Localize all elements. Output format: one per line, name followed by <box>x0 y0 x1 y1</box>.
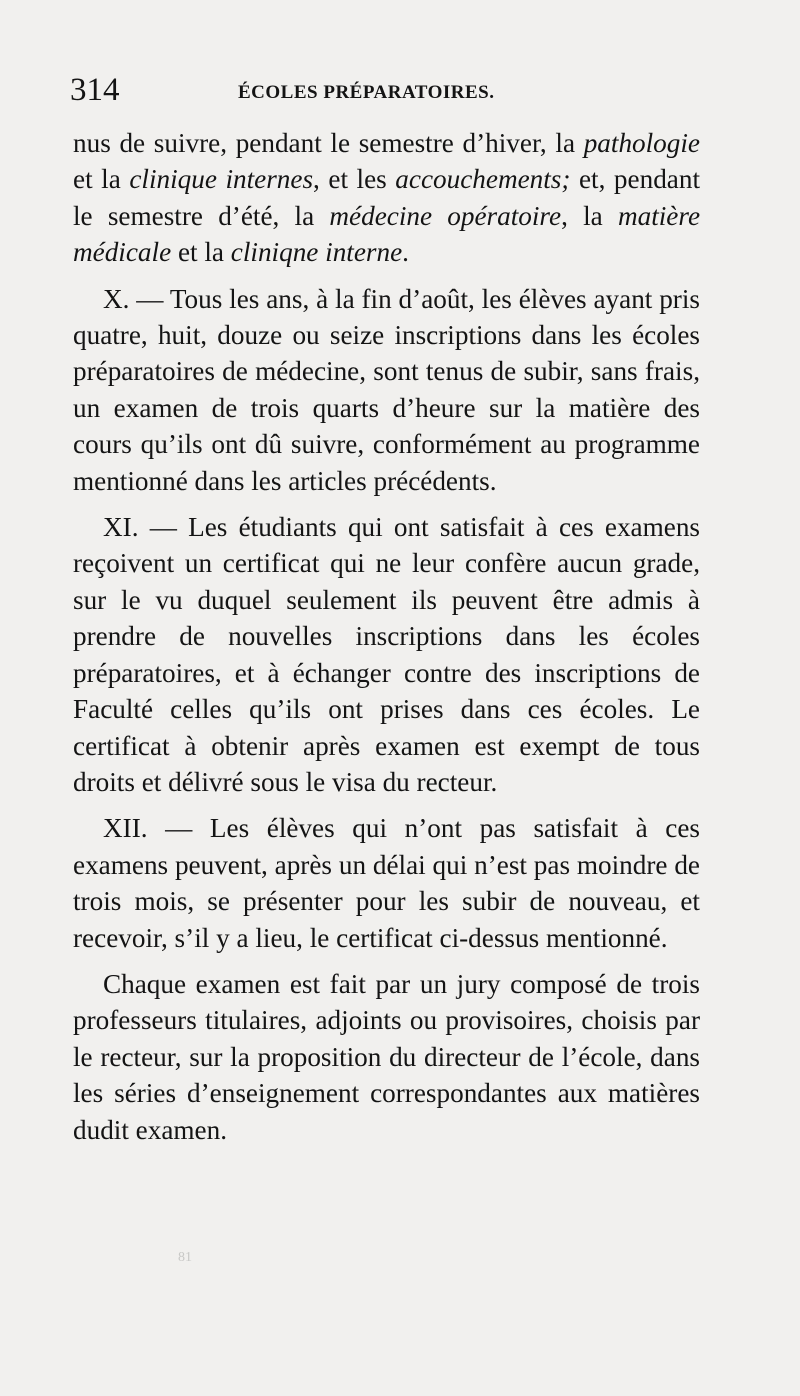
italic-run: accouchements; <box>395 164 571 195</box>
text-run: X. — Tous les ans, à la fin d’août, les élèves ayant pris quatre, huit, douze ou seize inscriptions dans les écoles préparatoires de médecine, sont tenus de subir, sans frais, un examen de trois quarts d’heure sur la matière des cours qu’ils ont dû suivre, conformément au programme mentionné dans les articles précédents. <box>73 283 700 496</box>
text-run: et la <box>73 164 130 195</box>
text-run: , et les <box>313 164 396 195</box>
signature-mark: 81 <box>178 1250 192 1265</box>
page-number: 314 <box>70 72 120 108</box>
paragraph-continuation <box>73 125 700 271</box>
italic-run: pathologie <box>583 128 700 158</box>
body-text <box>73 125 700 1148</box>
italic-run: matière médicale <box>73 200 701 268</box>
text-run: XII. — Les élèves qui n’ont pas satisfait à ces examens peuvent, après un délai qui n’est pas moindre de trois mois, se présenter pour les subir de nouveau, et recevoir, s’il y a lieu, le certificat ci-dessus mentionné. <box>73 813 700 953</box>
text-run: Chaque examen est fait par un jury composé de trois professeurs titulaires, adjoints ou provisoires, choisis par le recteur, sur la proposition du directeur de l’école, dans les séries d’enseignement correspondantes aux matières dudit examen. <box>73 968 700 1145</box>
text-run: XI. — Les étudiants qui ont satisfait à ces examens reçoivent un certificat qui ne leur confère aucun grade, sur le vu duquel seulement ils peuvent être admis à prendre de nouvelles inscriptions dans les écoles préparatoires, et à échanger contre des inscriptions de Faculté celles qu’ils ont prises dans ces écoles. Le certificat à obtenir après examen est exempt de tous droits et délivré sous le visa du recteur. <box>73 512 700 797</box>
italic-run: clinique internes <box>129 164 314 195</box>
article-x <box>73 281 700 499</box>
text-run: . <box>402 237 409 268</box>
running-title: ÉCOLES PRÉPARATOIRES. <box>238 82 495 103</box>
text-run: nus de suivre, pendant le semestre d’hiver, la <box>73 128 584 158</box>
article-xi <box>73 509 700 800</box>
text-run: et la <box>171 237 231 268</box>
article-xii <box>73 810 700 956</box>
text-run: , la <box>561 200 618 231</box>
italic-run: médecine opératoire <box>329 200 562 231</box>
italic-run: cliniqne interne <box>230 237 403 268</box>
paragraph-jury <box>73 966 700 1148</box>
text-run: et, pendant le semestre d’été, la <box>73 164 700 231</box>
page-header <box>70 68 710 112</box>
